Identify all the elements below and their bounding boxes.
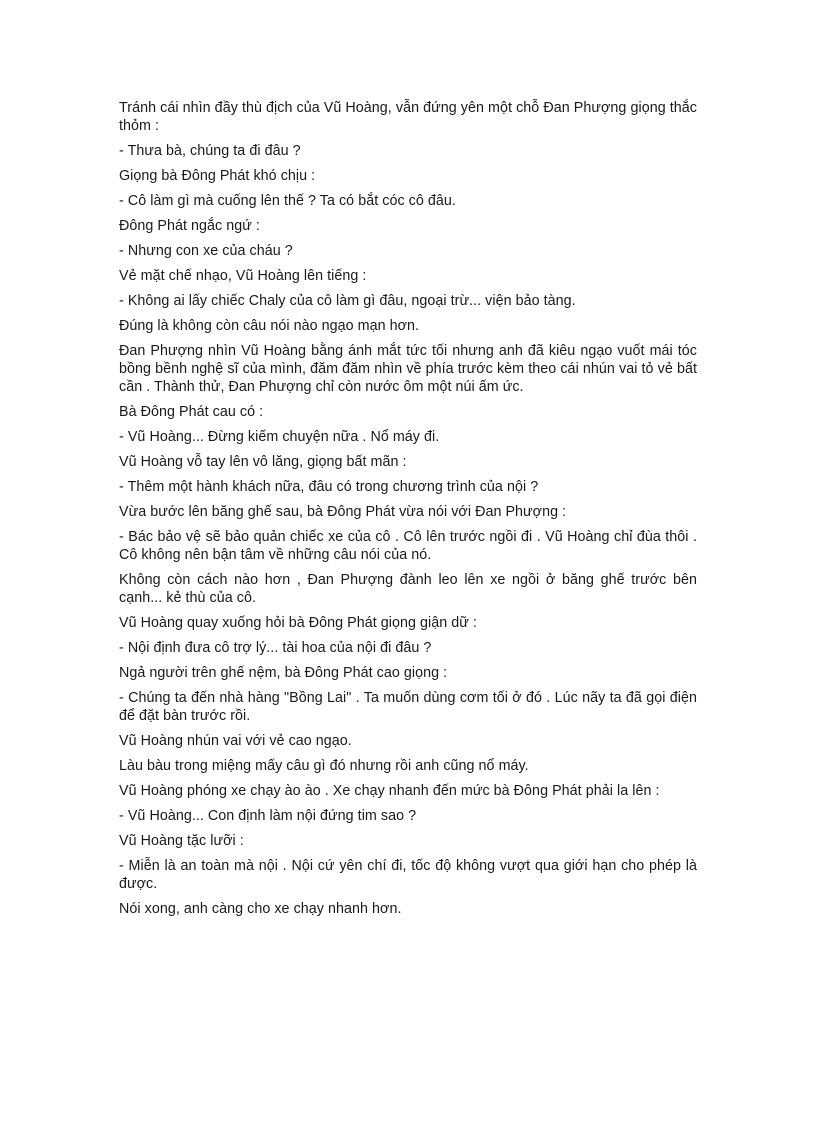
paragraph: Vũ Hoàng phóng xe chạy ào ào . Xe chạy nhanh đến mức bà Đông Phát phải la lên : [119, 783, 660, 799]
paragraph: Nói xong, anh càng cho xe chạy nhanh hơn. [119, 901, 402, 917]
paragraph: - Vũ Hoàng... Đừng kiếm chuyện nữa . Nổ máy đi. [119, 429, 440, 445]
paragraph: - Cô làm gì mà cuống lên thế ? Ta có bắt cóc cô đâu. [119, 193, 456, 209]
paragraph: Vẻ mặt chế nhạo, Vũ Hoàng lên tiếng : [119, 268, 367, 284]
paragraph: Vũ Hoàng tặc lưỡi : [119, 833, 244, 849]
paragraph: Làu bàu trong miệng mấy câu gì đó nhưng rồi anh cũng nổ máy. [119, 758, 529, 774]
paragraph: - Thêm một hành khách nữa, đâu có trong chương trình của nội ? [119, 479, 539, 495]
paragraph: Vũ Hoàng nhún vai với vẻ cao ngạo. [119, 733, 352, 749]
paragraph: - Không ai lấy chiếc Chaly của cô làm gì đâu, ngoại trừ... viện bảo tàng. [119, 293, 576, 309]
paragraph: Giọng bà Đông Phát khó chịu : [119, 168, 316, 184]
paragraph: Tránh cái nhìn đầy thù địch của Vũ Hoàng, vẫn đứng yên một chỗ Đan Phượng giọng thắc thỏm : [119, 100, 697, 134]
paragraph: - Nhưng con xe của cháu ? [119, 243, 293, 259]
document-page [119, 99, 697, 925]
paragraph: Vừa bước lên băng ghế sau, bà Đông Phát vừa nói với Đan Phượng : [119, 504, 567, 520]
paragraph: Đông Phát ngắc ngứ : [119, 218, 260, 234]
paragraph: Bà Đông Phát cau có : [119, 404, 264, 420]
paragraph: Vũ Hoàng quay xuống hỏi bà Đông Phát giọng giận dữ : [119, 615, 477, 631]
paragraph: - Miễn là an toàn mà nội . Nội cứ yên chí đi, tốc độ không vượt qua giới hạn cho phép là được. [119, 858, 697, 892]
paragraph: - Chúng ta đến nhà hàng "Bồng Lai" . Ta muốn dùng cơm tối ở đó . Lúc nãy ta đã gọi điện để đặt bàn trước rồi. [119, 690, 697, 724]
paragraph: - Nội định đưa cô trợ lý... tài hoa của nội đi đâu ? [119, 640, 432, 656]
paragraph: - Bác bảo vệ sẽ bảo quản chiếc xe của cô . Cô lên trước ngồi đi . Vũ Hoàng chỉ đùa thôi . Cô không nên bận tâm về những câu nói của nó. [119, 529, 697, 563]
paragraph: Vũ Hoàng vỗ tay lên vô lăng, giọng bất mãn : [119, 454, 407, 470]
paragraph: - Thưa bà, chúng ta đi đâu ? [119, 143, 301, 159]
paragraph: Đúng là không còn câu nói nào ngạo mạn hơn. [119, 318, 420, 334]
paragraph: Ngả người trên ghế nệm, bà Đông Phát cao giọng : [119, 665, 448, 681]
paragraph: Không còn cách nào hơn , Đan Phượng đành leo lên xe ngồi ở băng ghế trước bên cạnh... kẻ thù của cô. [119, 572, 697, 606]
paragraph: Đan Phượng nhìn Vũ Hoàng bằng ánh mắt tức tối nhưng anh đã kiêu ngạo vuốt mái tóc bồng bềnh nghệ sĩ của mình, đăm đăm nhìn về phía trước kèm theo cái nhún vai tỏ vẻ bất cần . Thành thử, Đan Phượng chỉ còn nước ôm một núi ấm ức. [119, 343, 697, 395]
paragraph: - Vũ Hoàng... Con định làm nội đứng tim sao ? [119, 808, 417, 824]
